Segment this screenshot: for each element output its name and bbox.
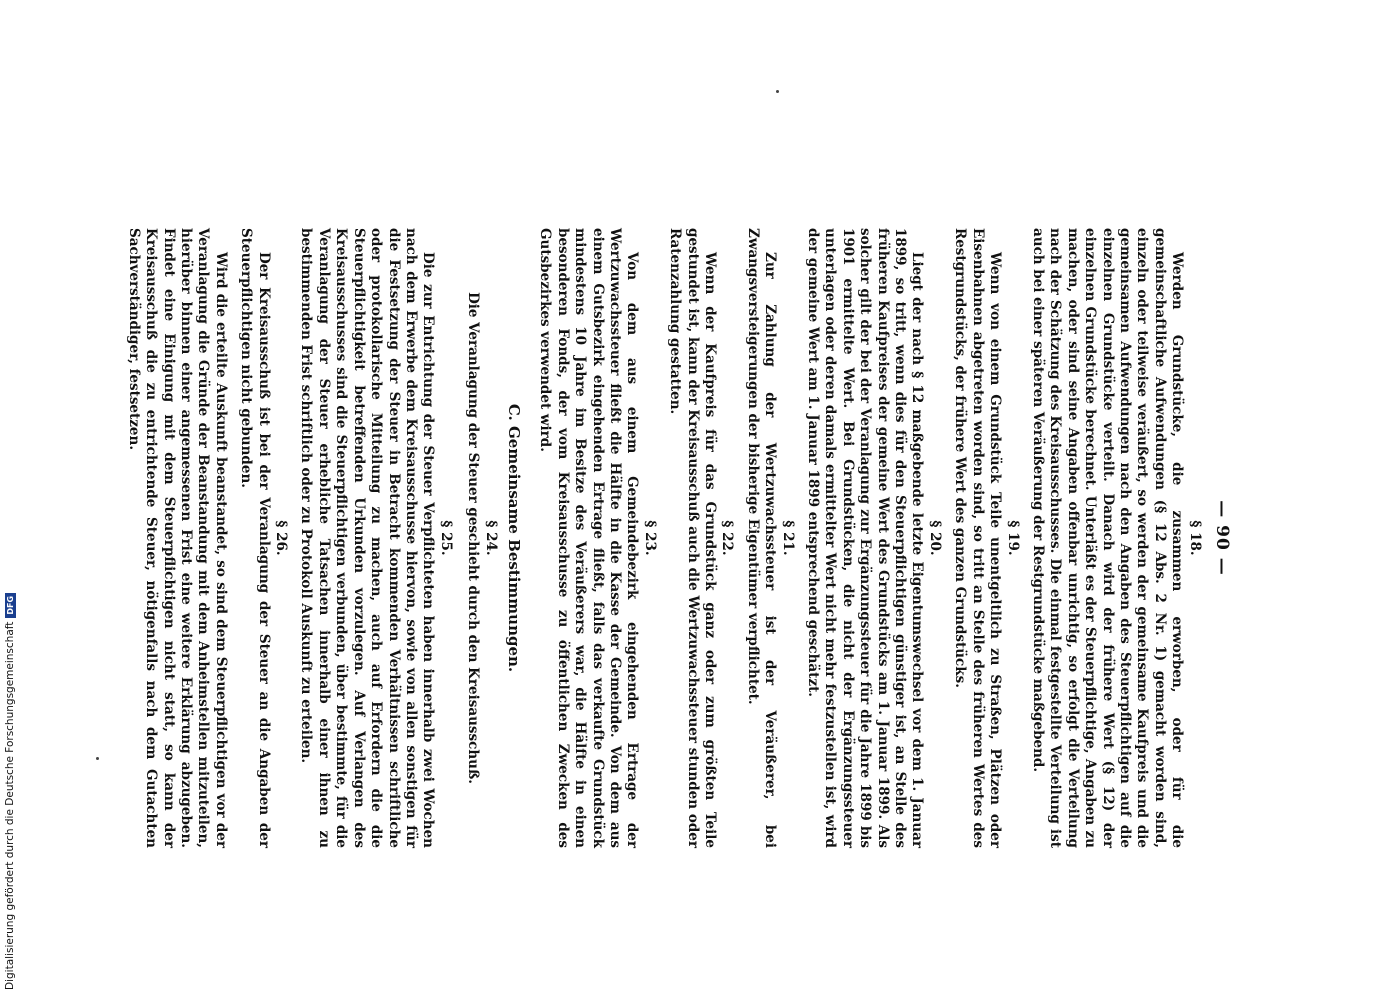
paragraph-text: Wenn der Kaufpreis für das Grundstück ganz oder zum größten Teile gestundet ist, kann der Kreisausschuß auch die Wertzuwachssteuer stunden oder Ratenzahlung gestatten. bbox=[667, 228, 719, 848]
paragraph-heading: § 20. bbox=[926, 520, 943, 556]
paragraph-21 bbox=[743, 228, 795, 848]
rotated-text-block bbox=[125, 228, 1232, 848]
scan-speck bbox=[776, 90, 779, 93]
paragraph-25-heading: § 25. bbox=[437, 520, 454, 556]
paragraph-text: Zur Zahlung der Wertzuwachssteuer ist der Veräußerer, bei Zwangsversteigerungen der bisherige Eigentümer verpflichtet. bbox=[744, 228, 779, 848]
paragraph-26-text-1: Der Kreisausschuß ist bei der Veranlagung der Steuer an die Angaben der Steuerpflichtigen nicht gebunden. bbox=[238, 228, 272, 848]
paragraph-heading: § 23. bbox=[641, 520, 658, 556]
paragraph-22 bbox=[666, 228, 736, 848]
paragraph-26-text-2: Wird die erteilte Auskunft beanstandet, so sind dem Steuerpflichtigen vor der Veranlagung die Gründe der Beanstandung mit dem Anheimstellen mitzuteilen, hierüber binnen einer angemessenen Frist eine weitere Erklärung abzugeben. Findet eine Einigung mit dem Steuerpflichtigen nicht statt, so kann der Kreisausschuß die zu entrichtende Steuer, nötigenfalls nach dem Gutachten Sachverständiger, festsetzen. bbox=[125, 228, 229, 848]
paragraph-heading: § 22. bbox=[719, 520, 736, 556]
paragraph-26-heading: § 26. bbox=[273, 520, 290, 556]
funding-note bbox=[2, 0, 18, 990]
funding-text: Digitalisierung gefördert durch die Deutsche Forschungsgemeinschaft bbox=[4, 621, 16, 990]
paragraph-24-heading: § 24. bbox=[482, 520, 499, 556]
paragraph-heading: § 21. bbox=[779, 520, 796, 556]
paragraph-19 bbox=[951, 228, 1021, 848]
paragraph-25-text: Die zur Entrichtung der Steuer Verpflichteten haben innerhalb zwei Wochen nach dem Erwerbe dem Kreisausschusse hiervon, sowie von allen sonstigen für die Festsetzung der Steuer in Betracht kommenden Verhältnissen schriftliche oder protokollarische Mitteilung zu machen, auch auf Erfordern die die Steuerpflichtigkeit betreffenden Urkunden vorzulegen. Auf Verlangen des Kreisausschusses sind die Steuerpflichtigen verbunden, über bestimmte, für die Veranlagung der Steuer erhebliche Tatsachen innerhalb einer ihnen zu bestimmenden Frist schriftlich oder zu Protokoll Auskunft zu erteilen. bbox=[298, 228, 437, 848]
paragraph-18 bbox=[1029, 228, 1203, 848]
paragraph-23 bbox=[536, 228, 658, 848]
paragraph-20 bbox=[804, 228, 943, 848]
paragraph-heading: § 18. bbox=[1186, 520, 1203, 556]
page-number: — 90 — bbox=[1212, 500, 1232, 576]
dfg-logo: DFG bbox=[5, 593, 16, 618]
paragraph-text: Liegt der nach § 12 maßgebende letzte Eigentumswechsel vor dem 1. Januar 1899, so tritt, wenn dies für den Steuerpflichtigen günstiger ist, an Stelle des früheren Kaufpreises der gemeine Wert des Grundstücks am 1. Januar 1899. Als solcher gilt der bei der Veranlagung zur Ergänzungssteuer für die Jahre 1899 bis 1901 ermittelte Wert. Bei Grundstücken, die nicht der Ergänzungssteuer unterlagen oder deren damals ermittelter Wert nicht mehr festzustellen ist, wird der gemeine Wert am 1. Januar 1899 entsprechend geschätzt. bbox=[805, 228, 926, 848]
section-c-title: C. Gemeinsame Bestimmungen. bbox=[504, 403, 523, 673]
section-c-subtitle: Die Veranlagung der Steuer geschieht durch den Kreisausschuß. bbox=[465, 292, 482, 784]
paragraph-heading: § 19. bbox=[1004, 520, 1021, 556]
paragraph-text: Werden Grundstücke, die zusammen erworben, oder für die gemeinschaftliche Aufwendungen (§ 12 Abs. 2 Nr. 1) gemacht worden sind, einzeln oder teilweise veräußert, so werden der gemeinsame Kaufpreis und die gemeinsamen Aufwendungen nach den Angaben des Steuerpflichtigen auf die einzelnen Grundstücke verteilt. Danach wird der frühere Wert (§ 12) der einzelnen Grundstücke berechnet. Unterläßt es der Steuerpflichtige, Angaben zu machen, oder sind seine Angaben offenbar unrichtig, so erfolgt die Verteilung nach der Schätzung des Kreisausschusses. Die einmal festgestellte Verteilung ist auch bei einer späteren Veräußerung der Restgrundstücke maßgebend. bbox=[1029, 228, 1186, 848]
paragraph-text: Von dem aus einem Gemeindebezirk eingehenden Ertrage der Wertzuwachssteuer fließt die Hälfte in die Kasse der Gemeinde. Von dem aus einem Gutsbezirk eingehenden Ertrage fließt, falls das verkaufte Grundstück mindestens 10 Jahre im Besitze des Veräußerers war, die Hälfte in einen besonderen Fonds, der vom Kreisausschusse zu öffentlichen Zwecken des Gutsbezirkes verwendet wird. bbox=[537, 228, 641, 848]
scan-speck bbox=[96, 757, 99, 760]
paragraph-text: Wenn von einem Grundstück Teile unentgeltlich zu Straßen, Plätzen oder Eisenbahnen abgetreten worden sind, so tritt an Stelle des früheren Wertes des Restgrundstücks, der frühere Wert des ganzen Grundstücks. bbox=[952, 228, 1004, 848]
